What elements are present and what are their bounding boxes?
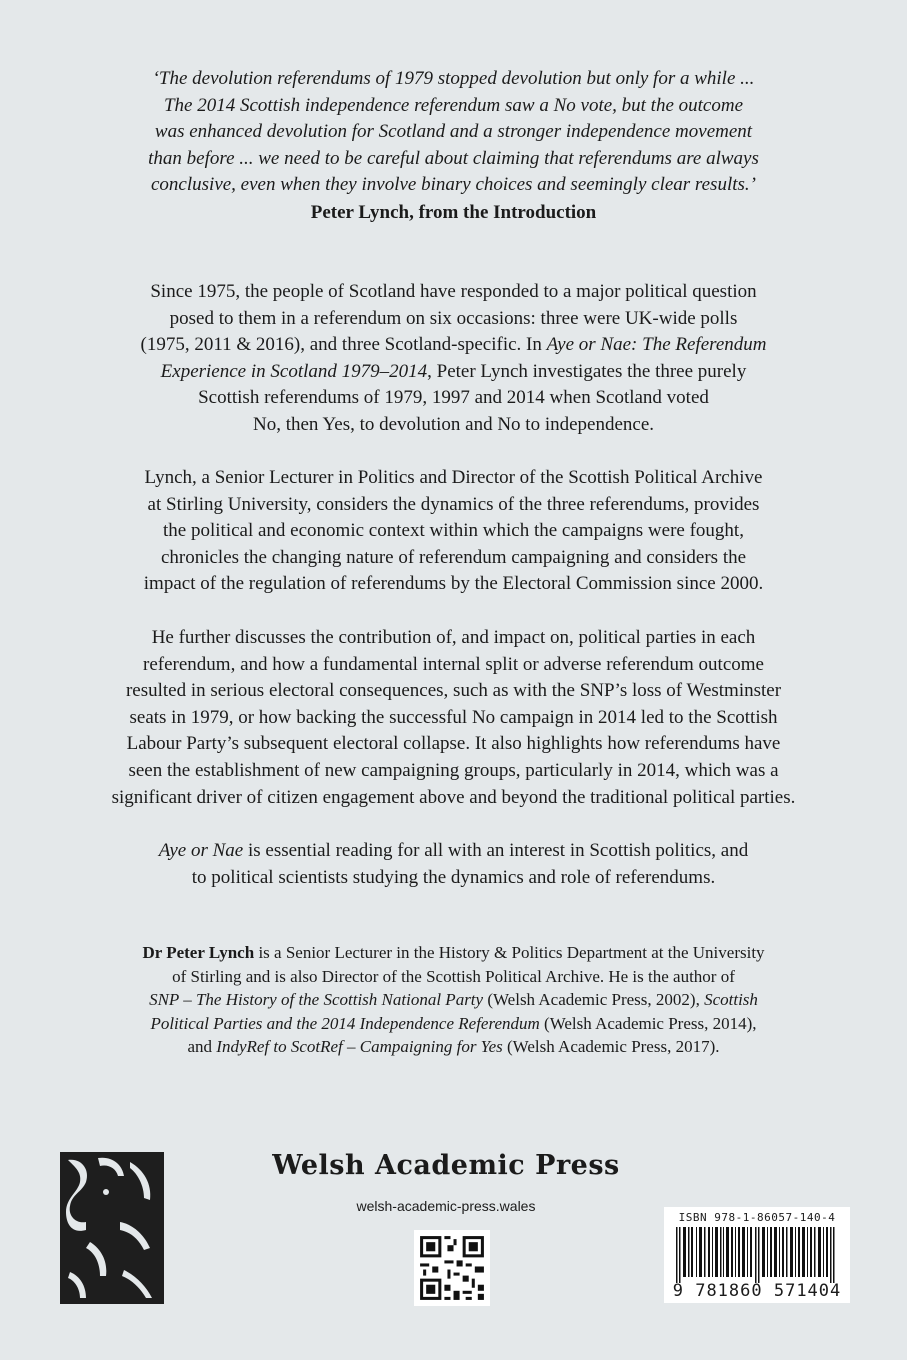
book-title: Aye or Nae xyxy=(158,840,244,861)
text-line: Labour Party’s subsequent electoral collapse. It also highlights how referendums have xyxy=(126,733,781,755)
text-line: posed to them in a referendum on six occasions: three were UK-wide polls xyxy=(169,307,738,329)
text-run: (Welsh Academic Press, 2017). xyxy=(502,1037,720,1056)
book-title: Scottish xyxy=(704,990,758,1009)
text-line: chronicles the changing nature of referendum campaigning and considers the xyxy=(160,546,747,568)
qr-code-icon xyxy=(414,1230,490,1306)
ean-number: 9 781860 571404 xyxy=(672,1281,842,1301)
text-line: of Stirling and is also Director of the Scottish Political Archive. He is the author of xyxy=(172,966,735,986)
author-name: Dr Peter Lynch xyxy=(142,943,255,962)
quote-line: conclusive, even when they involve binary choices and seemingly clear results.’ xyxy=(151,174,756,196)
text-line xyxy=(60,332,847,359)
text-run: (1975, 2011 & 2016), and three Scotland-specific. In xyxy=(140,334,547,356)
text-line xyxy=(60,1035,847,1059)
book-title: SNP – The History of the Scottish National Party xyxy=(149,990,484,1009)
publisher-name: Welsh Academic Press xyxy=(272,1150,620,1181)
blurb-paragraph-2 xyxy=(60,465,847,598)
text-line xyxy=(60,1012,847,1036)
author-bio xyxy=(60,941,847,1059)
barcode-bars-icon xyxy=(672,1227,842,1283)
book-title: Experience in Scotland 1979–2014 xyxy=(160,360,428,382)
isbn-barcode xyxy=(664,1207,850,1303)
text-run: is essential reading for all with an interest in Scottish politics, and xyxy=(243,840,749,861)
text-line xyxy=(60,838,847,865)
text-line: resulted in serious electoral consequences, such as with the SNP’s loss of Westminster xyxy=(125,680,782,702)
text-line: referendum, and how a fundamental internal split or adverse referendum outcome xyxy=(143,653,764,675)
text-line: Since 1975, the people of Scotland have responded to a major political question xyxy=(150,281,757,302)
quote-line: The 2014 Scottish independence referendum saw a No vote, but the outcome xyxy=(163,94,744,116)
text-line: to political scientists studying the dynamics and role of referendums. xyxy=(191,866,716,888)
text-line: significant driver of citizen engagement above and beyond the traditional political parties. xyxy=(111,786,796,808)
text-line: Scottish referendums of 1979, 1997 and 2014 when Scotland voted xyxy=(198,387,709,409)
text-line: impact of the regulation of referendums by the Electoral Commission since 2000. xyxy=(143,573,764,595)
text-line xyxy=(60,988,847,1012)
text-line: seen the establishment of new campaigning groups, particularly in 2014, which was a xyxy=(128,759,779,781)
text-line: No, then Yes, to devolution and No to independence. xyxy=(252,413,655,435)
publisher-website: welsh-academic-press.wales xyxy=(356,1198,536,1214)
book-title: Aye or Nae: The Referendum xyxy=(546,334,767,356)
text-line: He further discusses the contribution of, and impact on, political parties in each xyxy=(151,627,756,648)
text-run: (Welsh Academic Press, 2014), xyxy=(539,1013,757,1033)
text-run: is a Senior Lecturer in the History & Politics Department at the University xyxy=(254,943,765,962)
book-title: Political Parties and the 2014 Independence Referendum xyxy=(150,1013,540,1033)
text-line xyxy=(60,941,847,965)
blurb-paragraph-1 xyxy=(60,279,847,439)
text-line: seats in 1979, or how backing the successful No campaign in 2014 led to the Scottish xyxy=(129,706,778,728)
book-title: IndyRef to ScotRef – Campaigning for Yes xyxy=(216,1037,503,1056)
quote-line: was enhanced devolution for Scotland and a stronger independence movement xyxy=(154,121,753,143)
text-line: at Stirling University, considers the dynamics of the three referendums, provides xyxy=(147,493,760,515)
quote-line: ‘The devolution referendums of 1979 stopped devolution but only for a while ... xyxy=(152,68,755,89)
dragon-logo-icon xyxy=(60,1152,164,1304)
quote-attribution: Peter Lynch, from the Introduction xyxy=(310,202,597,223)
back-cover-quote xyxy=(80,66,827,199)
text-run: and xyxy=(187,1037,217,1056)
text-run: (Welsh Academic Press, 2002), xyxy=(483,990,705,1009)
text-line: Lynch, a Senior Lecturer in Politics and Director of the Scottish Political Archive xyxy=(144,467,763,488)
quote-line: than before ... we need to be careful about claiming that referendums are always xyxy=(148,147,759,169)
text-line: the political and economic context within which the campaigns were fought, xyxy=(163,520,744,542)
text-line xyxy=(60,359,847,386)
blurb-paragraph-4 xyxy=(60,838,847,891)
text-run: , Peter Lynch investigates the three purely xyxy=(427,360,747,382)
blurb-paragraph-3 xyxy=(60,625,847,811)
isbn-text: ISBN 978-1-86057-140-4 xyxy=(678,1211,836,1224)
